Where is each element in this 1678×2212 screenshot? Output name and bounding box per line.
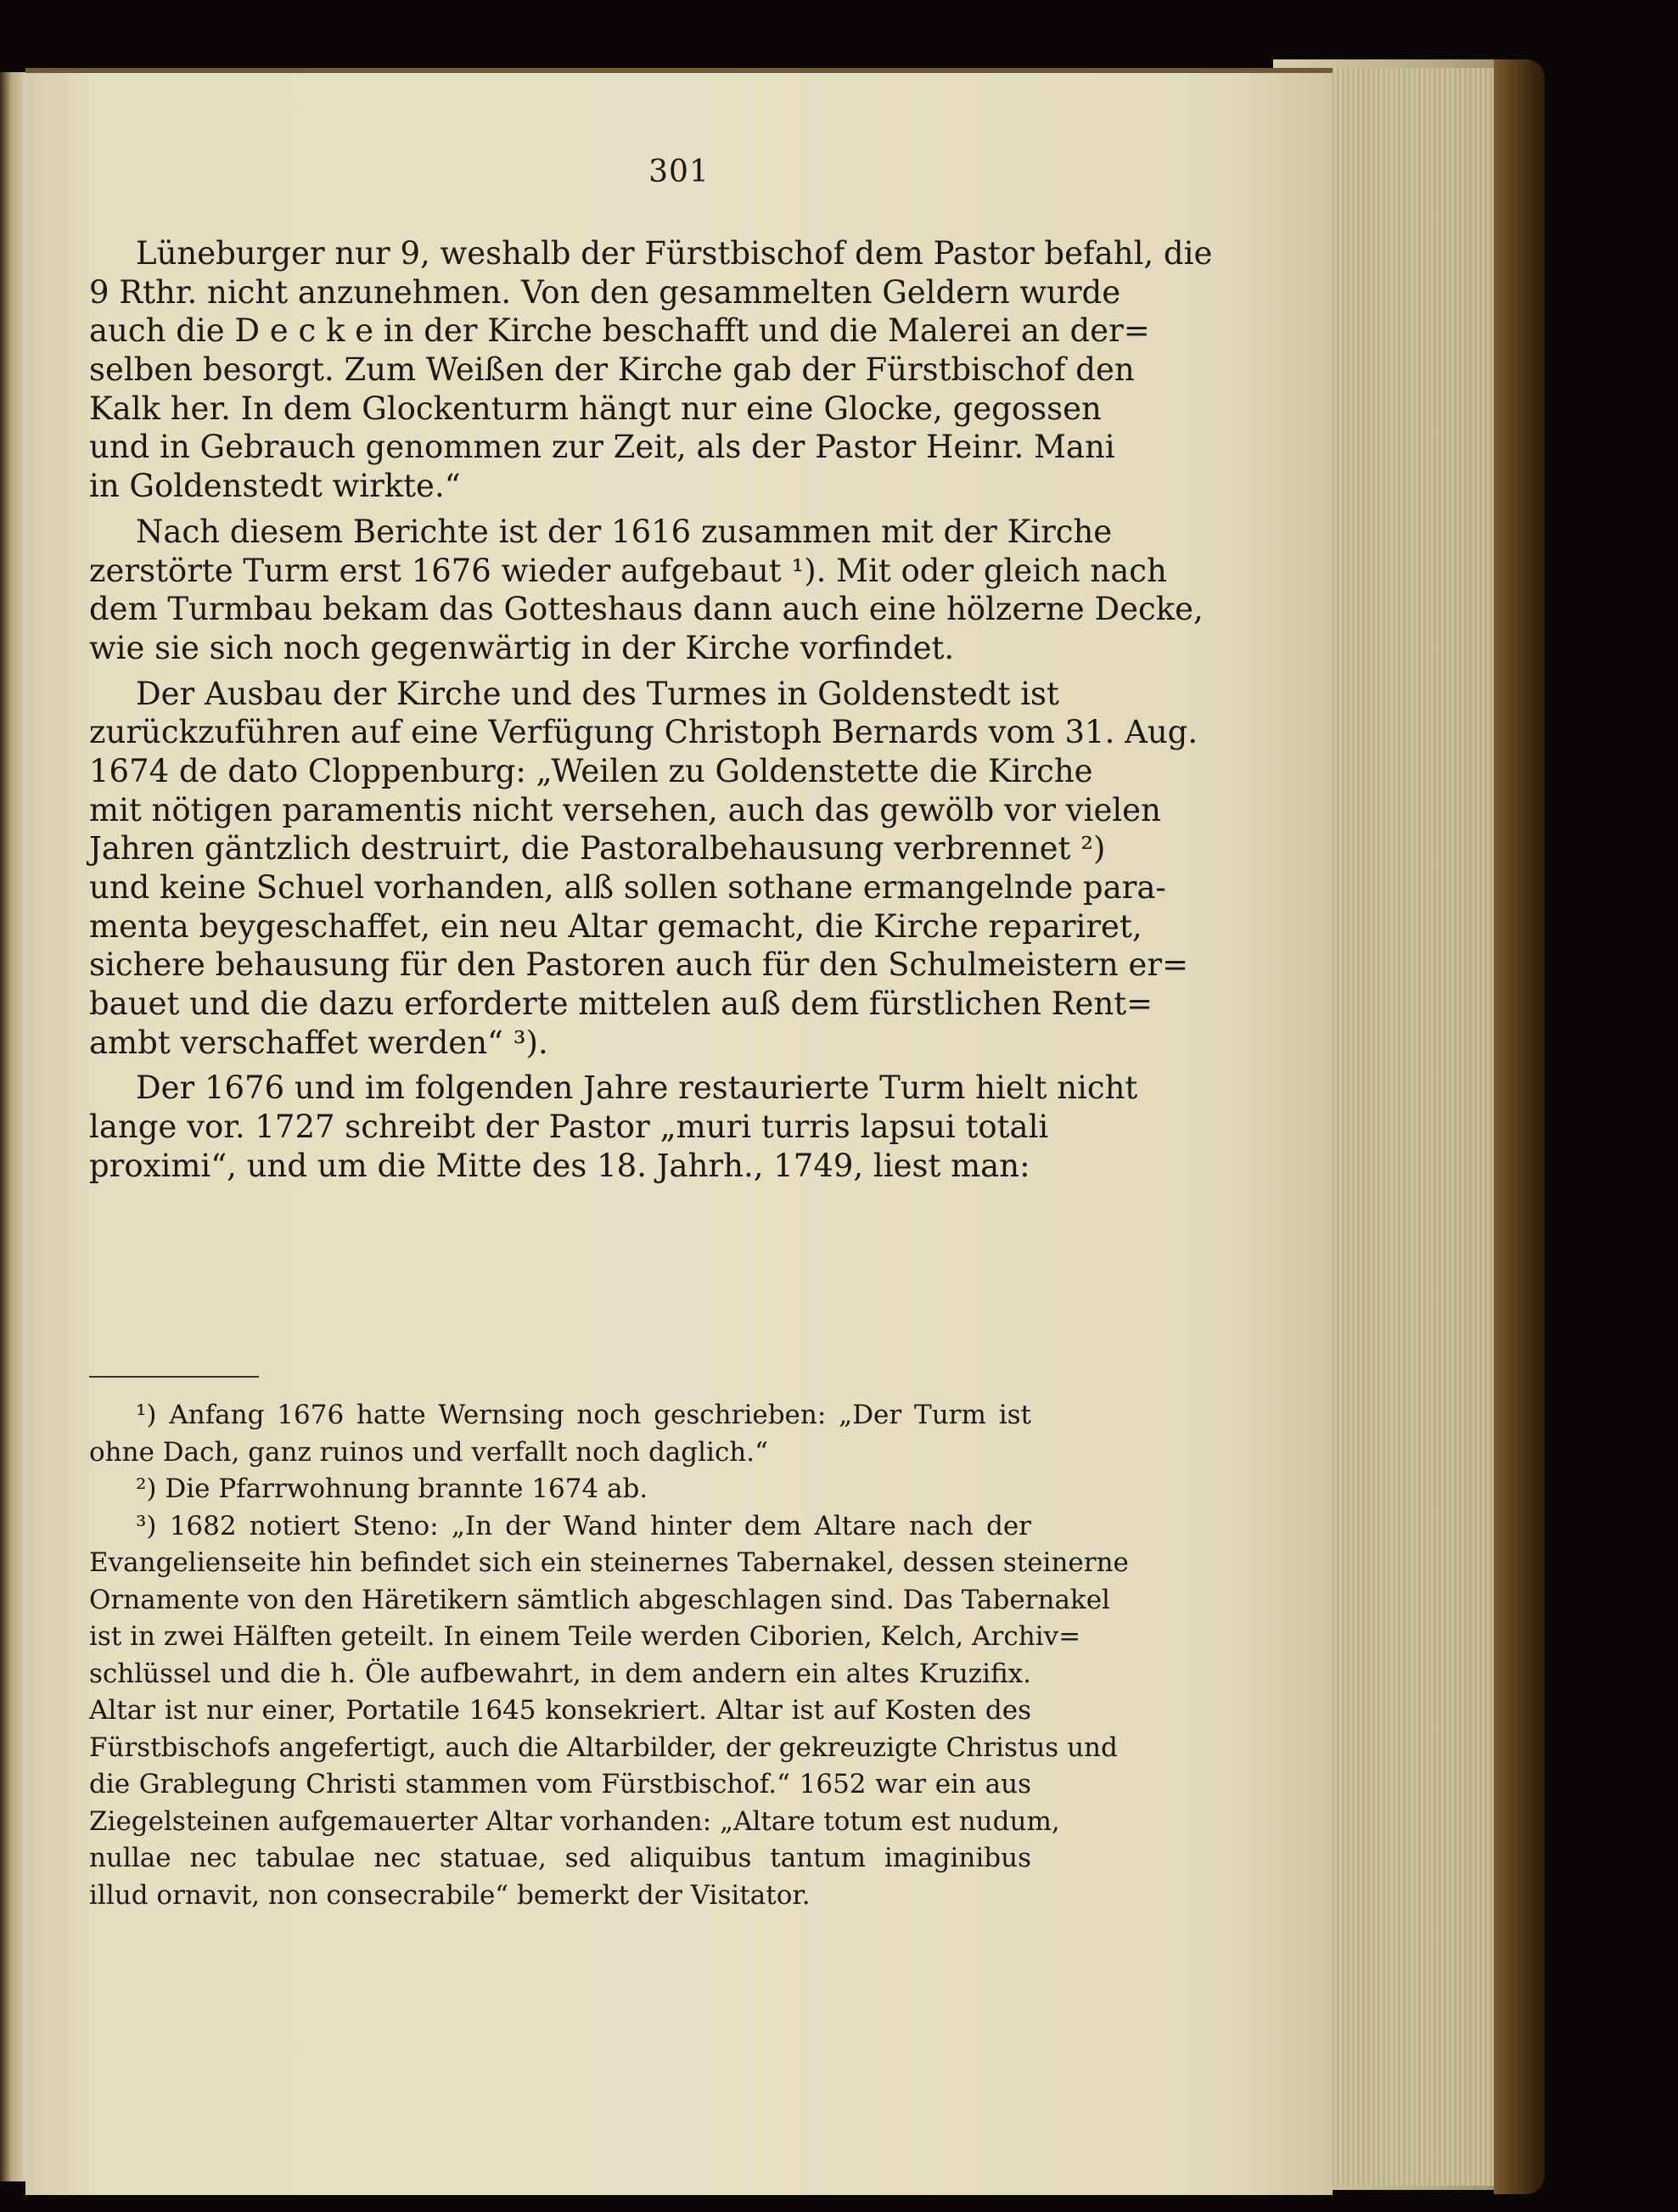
- text-line: Kalk her. In dem Glockenturm hängt nur eine Glocke, gegossen: [89, 390, 1102, 427]
- text-line: ohne Dach, ganz ruinos und verfallt noch daglich.“: [89, 1436, 768, 1468]
- text-line: ambt verschaffet werden“ ³).: [89, 1024, 548, 1061]
- text-line: ³) 1682 notiert Steno: „In der Wand hinter dem Altare nach der: [136, 1510, 1031, 1541]
- text-line: 9 Rthr. nicht anzunehmen. Von den gesammelten Geldern wurde: [89, 273, 1121, 311]
- footnote: [89, 1508, 1129, 1915]
- text-line: 1674 de dato Cloppenburg: „Weilen zu Goldenstette die Kirche: [89, 752, 1093, 789]
- text-line: die Grablegung Christi stammen vom Fürstbischof.“ 1652 war ein aus: [89, 1769, 1031, 1799]
- footnote: [89, 1397, 1031, 1471]
- text-line: Jahren gäntzlich destruirt, die Pastoralbehausung verbrennet ²): [89, 830, 1106, 867]
- text-line: Ornamente von den Häretikern sämtlich abgeschlagen sind. Das Tabernakel: [89, 1584, 1110, 1615]
- text-line: wie sie sich noch gegenwärtig in der Kirche vorfindet.: [89, 629, 955, 666]
- text-line: und in Gebrauch genommen zur Zeit, als der Pastor Heinr. Mani: [89, 429, 1115, 466]
- paragraph: [89, 234, 1213, 506]
- text-line: Ziegelsteinen aufgemauerter Altar vorhanden: „Altare totum est nudum,: [89, 1805, 1060, 1837]
- book-cover-edge: [1494, 59, 1545, 2194]
- text-line: mit nötigen paramentis nicht versehen, auch das gewölb vor vielen: [89, 791, 1161, 828]
- footnote-rule: [89, 1376, 259, 1378]
- paragraph: [89, 513, 1204, 668]
- text-line: illud ornavit, non consecrabile“ bemerkt der Visitator.: [89, 1879, 811, 1911]
- text-line: Der Ausbau der Kirche und des Turmes in Goldenstedt ist: [136, 675, 1059, 712]
- paragraph: [89, 1069, 1138, 1185]
- footnote: [89, 1471, 1031, 1508]
- text-line: proximi“, und um die Mitte des 18. Jahrh., 1749, liest man:: [89, 1147, 1030, 1184]
- text-line: ist in zwei Hälften geteilt. In einem Teile werden Ciborien, Kelch, Archiv=: [89, 1621, 1081, 1652]
- text-line: Evangelienseite hin befindet sich ein steinernes Tabernakel, dessen steinerne: [89, 1547, 1129, 1578]
- paragraph: [89, 675, 1198, 1063]
- text-line: ²) Die Pfarrwohnung brannte 1674 ab.: [136, 1474, 648, 1504]
- page-stack-edges: [1324, 68, 1494, 2186]
- text-line: lange vor. 1727 schreibt der Pastor „muri turris lapsui totali: [89, 1109, 1049, 1146]
- book-page: [25, 68, 1333, 2195]
- text-line: Fürstbischofs angefertigt, auch die Altarbilder, der gekreuzigte Christus und: [89, 1732, 1118, 1763]
- text-line: ¹) Anfang 1676 hatte Wernsing noch geschrieben: „Der Turm ist: [136, 1400, 1031, 1430]
- text-line: menta beygeschaffet, ein neu Altar gemacht, die Kirche repariret,: [89, 907, 1142, 945]
- page-number: 301: [648, 154, 710, 189]
- text-line: und keine Schuel vorhanden, alß sollen sothane ermangelnde para-: [89, 869, 1166, 906]
- text-line: nullae nec tabulae nec statuae, sed aliquibus tantum imaginibus: [89, 1843, 1031, 1873]
- text-line: auch die D e c k e in der Kirche beschafft und die Malerei an der=: [89, 312, 1150, 350]
- text-line: dem Turmbau bekam das Gotteshaus dann auch eine hölzerne Decke,: [89, 591, 1204, 628]
- text-line: Nach diesem Berichte ist der 1616 zusammen mit der Kirche: [136, 513, 1113, 550]
- text-line: zurückzuführen auf eine Verfügung Christoph Bernards vom 31. Aug.: [89, 714, 1198, 751]
- text-line: schlüssel und die h. Öle aufbewahrt, in dem andern ein altes Kruzifix.: [89, 1658, 1031, 1689]
- text-line: Lüneburger nur 9, weshalb der Fürstbischof dem Pastor befahl, die: [136, 235, 1213, 272]
- text-line: bauet und die dazu erforderte mittelen auß dem fürstlichen Rent=: [89, 985, 1153, 1023]
- footnotes: [89, 1397, 1129, 1914]
- facing-page-edge: [0, 72, 25, 2181]
- main-text: [89, 234, 1213, 1193]
- text-line: Altar ist nur einer, Portatile 1645 konsekriert. Altar ist auf Kosten des: [89, 1695, 1031, 1726]
- text-line: zerstörte Turm erst 1676 wieder aufgebaut ¹). Mit oder gleich nach: [89, 552, 1167, 589]
- text-line: in Goldenstedt wirkte.“: [89, 468, 461, 505]
- text-line: sichere behausung für den Pastoren auch für den Schulmeistern er=: [89, 946, 1189, 984]
- text-line: selben besorgt. Zum Weißen der Kirche gab der Fürstbischof den: [89, 351, 1135, 389]
- text-line: Der 1676 und im folgenden Jahre restaurierte Turm hielt nicht: [136, 1070, 1138, 1107]
